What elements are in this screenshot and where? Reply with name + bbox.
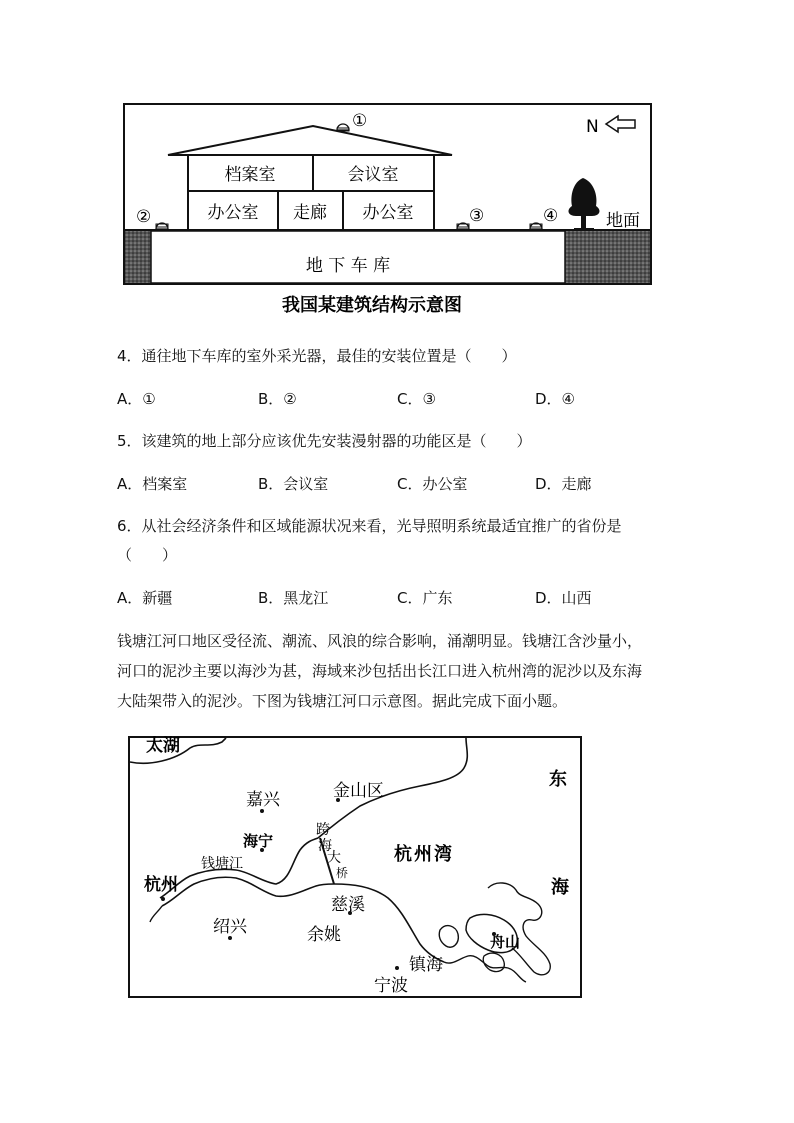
label-bridge-3: 大 <box>327 850 341 866</box>
figure-caption: 我国某建筑结构示意图 <box>282 295 462 316</box>
label-hangzhou: 杭州 <box>144 875 178 895</box>
q4-option-c[interactable]: C．③ <box>397 390 436 408</box>
label-bay: 杭州湾 <box>394 844 454 865</box>
label-yuyao: 余姚 <box>307 925 341 945</box>
room-archive: 档案室 <box>224 165 276 185</box>
question-4-stem: 4．通往地下车库的室外采光器，最佳的安装位置是（ ） <box>117 347 517 365</box>
collector-4 <box>530 223 542 229</box>
passage-line-3: 大陆架带入的泥沙。下图为钱塘江河口示意图。据此完成下面小题。 <box>117 692 568 710</box>
soil-right <box>565 231 650 283</box>
label-bridge-2: 海 <box>318 838 332 854</box>
ningbo-coast <box>444 956 526 982</box>
q4-option-a[interactable]: A．① <box>117 390 156 408</box>
label-taihu: 太湖 <box>146 736 180 756</box>
marker-1: ① <box>352 111 368 131</box>
q5-option-d[interactable]: D．走廊 <box>535 475 592 493</box>
q5-option-a[interactable]: A．档案室 <box>117 475 188 493</box>
label-east: 东 <box>549 769 567 790</box>
q6-option-b[interactable]: B．黑龙江 <box>258 589 329 607</box>
hangzhou-dot <box>161 897 165 901</box>
map-frame <box>129 737 581 997</box>
q6-option-a[interactable]: A．新疆 <box>117 589 173 607</box>
q5-option-b[interactable]: B．会议室 <box>258 475 329 493</box>
label-shaoxing: 绍兴 <box>213 917 247 937</box>
collector-1 <box>337 124 349 131</box>
qiantang-estuary-map <box>0 730 794 1010</box>
q4-option-d[interactable]: D．④ <box>535 390 575 408</box>
label-sea: 海 <box>551 877 569 898</box>
room-office-left: 办公室 <box>207 203 259 223</box>
island-small-1 <box>439 926 458 948</box>
q6-option-d[interactable]: D．山西 <box>535 589 592 607</box>
question-6-stem-line2: （ ） <box>117 546 178 564</box>
collector-2 <box>156 223 168 229</box>
label-qiantang: 钱塘江 <box>201 856 243 872</box>
question-5-stem: 5．该建筑的地上部分应该优先安装漫射器的功能区是（ ） <box>117 432 532 450</box>
marker-2: ② <box>136 207 152 227</box>
island-east <box>488 883 550 975</box>
north-label: N <box>586 117 599 137</box>
tree-icon <box>569 178 600 230</box>
passage <box>117 626 697 716</box>
island-south <box>483 953 504 971</box>
room-corridor: 走廊 <box>293 203 327 223</box>
roof <box>168 126 452 155</box>
label-bridge-1: 跨 <box>316 822 330 838</box>
qiantang-river-south <box>162 877 334 906</box>
passage-line-1: 钱塘江河口地区受径流、潮流、风浪的综合影响，涌潮明显。钱塘江含沙量小， <box>117 632 643 650</box>
soil-left <box>125 231 151 283</box>
label-haining: 海宁 <box>243 832 274 850</box>
question-6-stem: 6．从社会经济条件和区域能源状况来看，光导照明系统最适宜推广的省份是 <box>117 517 622 535</box>
collector-3 <box>457 223 469 229</box>
garage-label: 地 下 车 库 <box>305 256 391 276</box>
label-zhenhai: 镇海 <box>409 955 443 975</box>
passage-line-2: 河口的泥沙主要以海沙为甚，海域来沙包括出长江口进入杭州湾的泥沙以及东海 <box>117 662 643 680</box>
marker-4: ④ <box>543 206 559 226</box>
q6-option-c[interactable]: C．广东 <box>397 589 453 607</box>
ningbo-dot <box>395 966 399 970</box>
room-office-right: 办公室 <box>362 203 414 223</box>
label-cixi: 慈溪 <box>331 895 365 915</box>
ground-label: 地面 <box>606 211 640 231</box>
label-bridge-4: 桥 <box>336 866 349 880</box>
label-jiaxing: 嘉兴 <box>246 790 280 810</box>
marker-3: ③ <box>469 206 485 226</box>
river-west <box>150 906 162 922</box>
label-jinshan: 金山区 <box>333 781 384 801</box>
q4-option-b[interactable]: B．② <box>258 390 297 408</box>
building-diagram <box>0 0 794 330</box>
label-ningbo: 宁波 <box>374 976 408 996</box>
label-zhoushan: 舟山 <box>490 933 521 951</box>
q5-option-c[interactable]: C．办公室 <box>397 475 468 493</box>
north-arrow-icon <box>606 116 635 132</box>
room-meeting: 会议室 <box>347 165 399 185</box>
